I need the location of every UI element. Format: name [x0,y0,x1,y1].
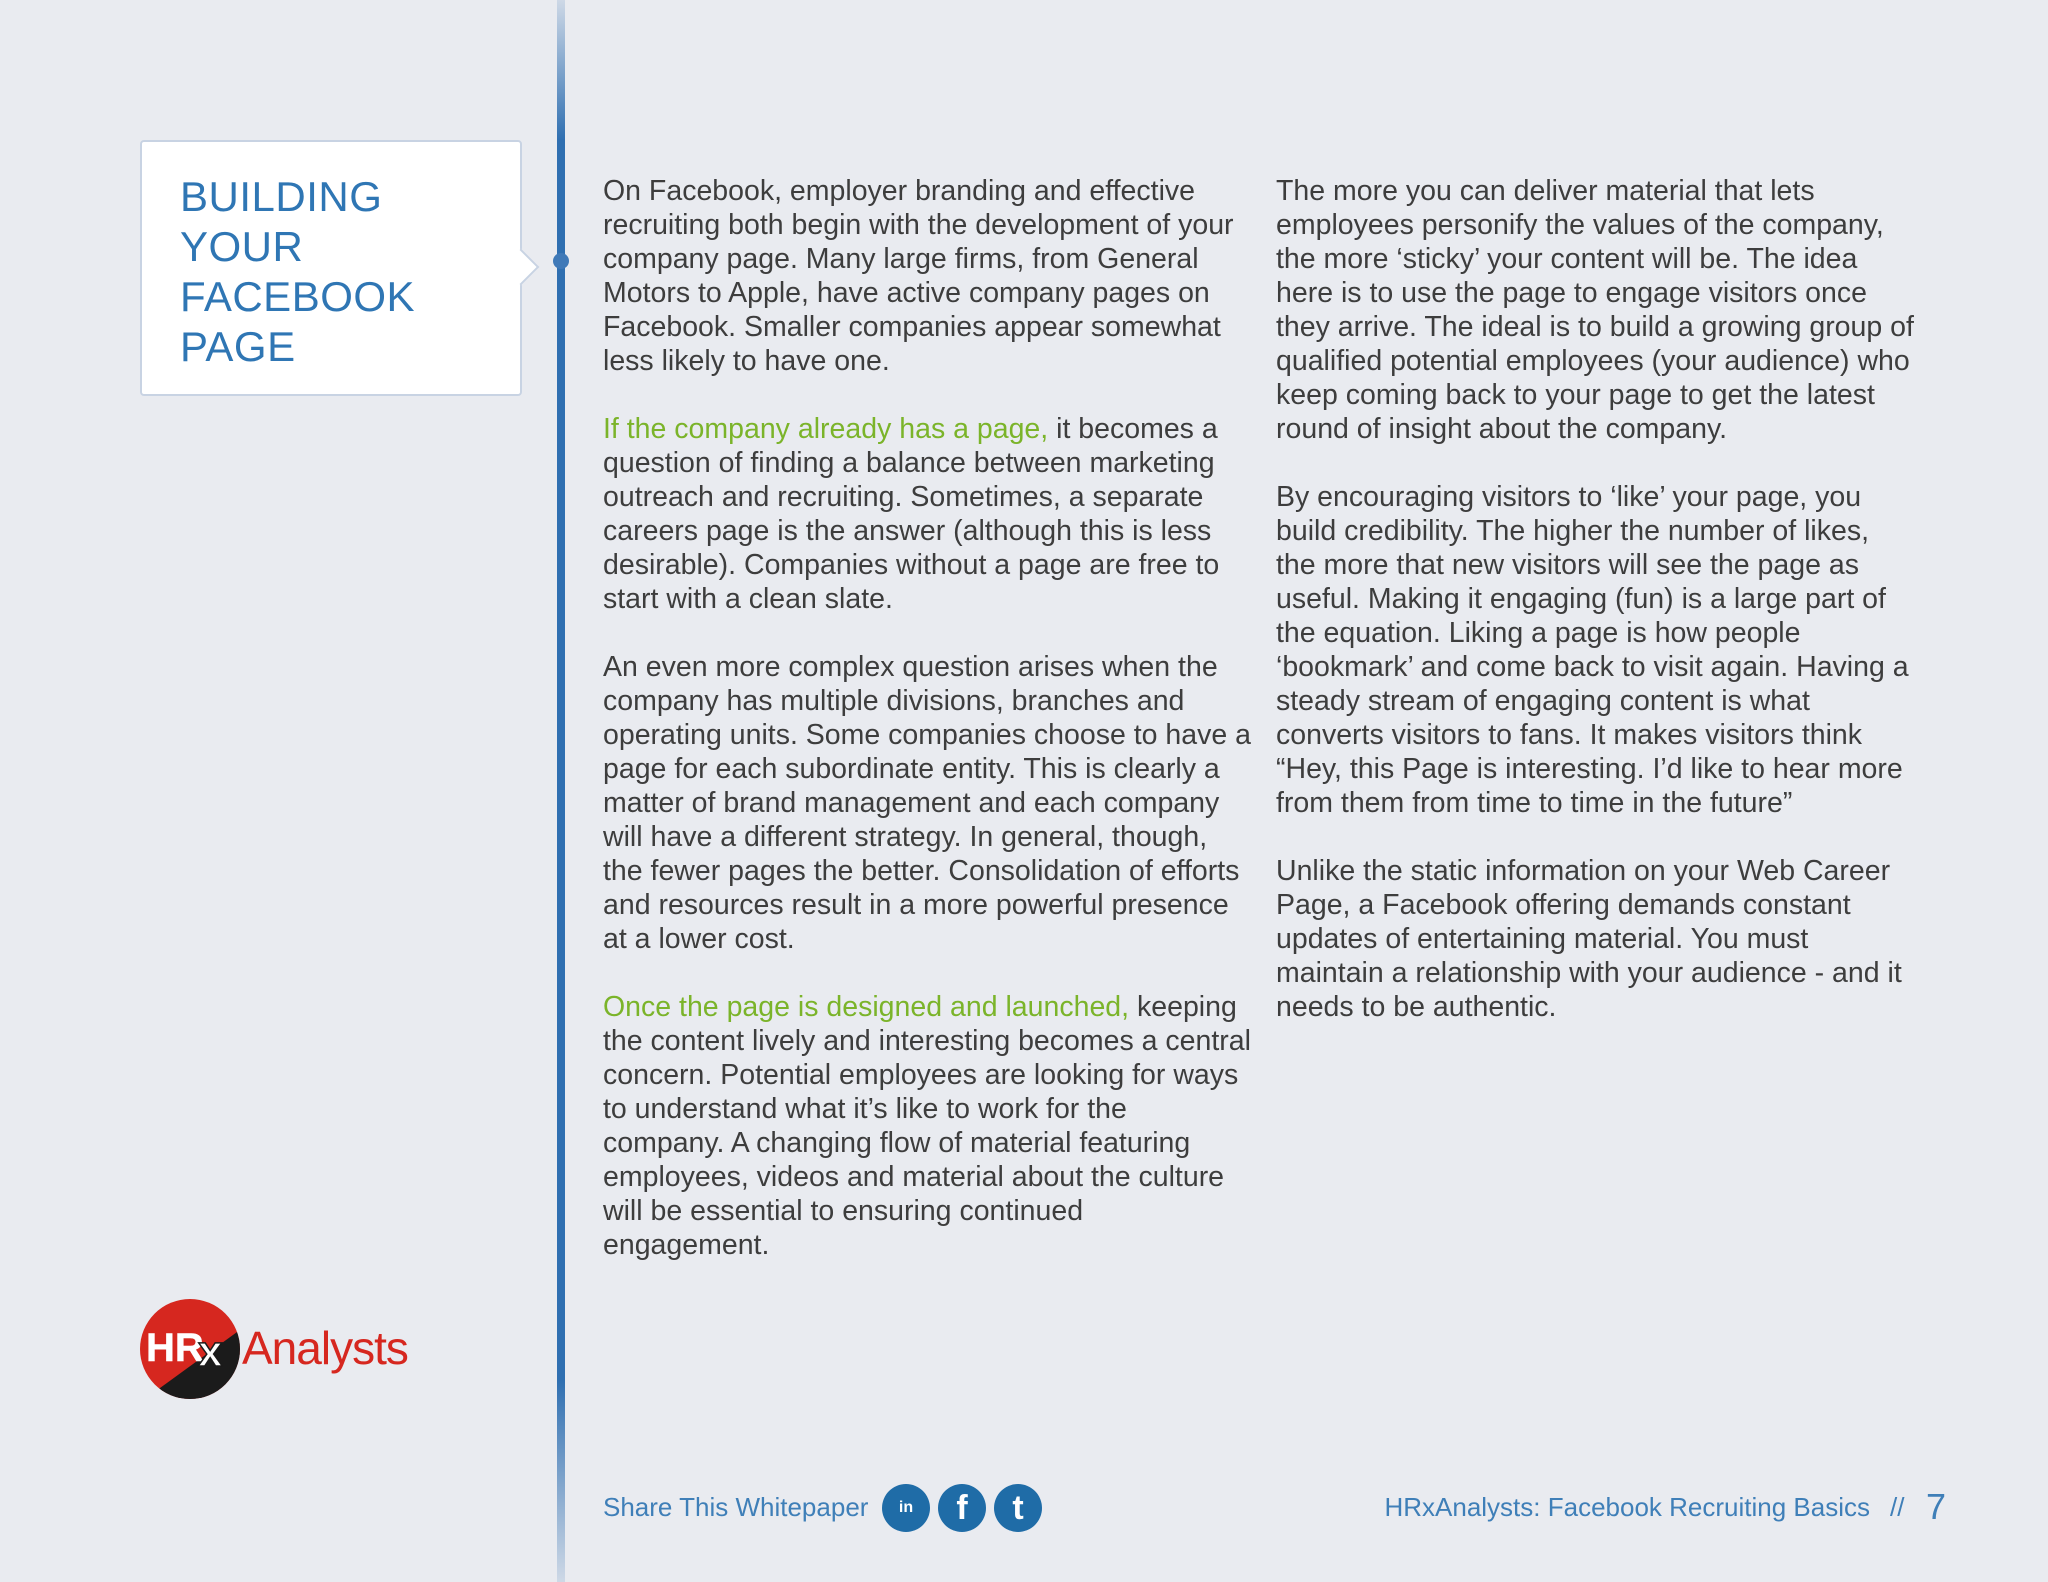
vertical-divider [557,0,565,1582]
hrx-analysts-logo [138,1294,438,1404]
paragraph: By encouraging visitors to ‘like’ your page, you build credibility. The higher the number of likes, the more that new visitors will see the page as useful. Making it engaging (fun) is a large part of the equation. Liking a page is how people ‘bookmark’ and come back to visit again. Having a steady stream of engaging content is what converts visitors to fans. It makes visitors think “Hey, this Page is interesting. I’d like to hear more from them from time to time in the future” [1276,481,1909,819]
linkedin-icon[interactable]: in [882,1484,930,1532]
left-text-column [603,174,1253,1296]
svg-text:HR: HR [146,1326,204,1370]
paragraph: On Facebook, employer branding and effective recruiting both begin with the development of your company page. Many large firms, from General Motors to Apple, have active company pages on Facebook. Smaller companies appear somewhat less likely to have one. [603,175,1234,377]
page-number: 7 [1926,1486,1947,1527]
paragraph-text: it becomes a question of finding a balance between marketing outreach and recruiting. Sometimes, a separate careers page is the answer (although this is less desirable). Companies without a page are free to start with a clean slate. [603,413,1220,615]
document-title: HRxAnalysts: Facebook Recruiting Basics [1384,1492,1870,1522]
paragraph: The more you can deliver material that lets employees personify the values of the company, the more ‘sticky’ your content will be. The idea here is to use the page to engage visitors once they arrive. The ideal is to build a growing group of qualified potential employees (your audience) who keep coming back to your page to get the latest round of insight about the company. [1276,175,1914,445]
section-title-line: PAGE [180,323,296,370]
section-title-line: FACEBOOK [180,273,416,320]
section-title-line: YOUR [180,223,304,270]
highlight-text: If the company already has a page, [603,413,1049,445]
paragraph-text: keeping the content lively and interesting becomes a central concern. Potential employees are looking for ways to understand what it’s like to work for the company. A changing flow of material featuring employees, videos and material about the culture will be essential to ensuring continued engagement. [603,991,1251,1261]
facebook-icon[interactable]: f [938,1484,986,1532]
twitter-icon[interactable]: t [994,1484,1042,1532]
footer-separator: // [1890,1492,1905,1522]
paragraph [603,412,1253,616]
paragraph: An even more complex question arises when the company has multiple divisions, branches and operating units. Some companies choose to have a page for each subordinate entity. This is clearly a matter of brand management and each company will have a different strategy. In general, though, the fewer pages the better. Consolidation of efforts and resources result in a more powerful presence at a lower cost. [603,651,1251,955]
highlight-text: Once the page is designed and launched, [603,991,1130,1023]
paragraph: Unlike the static information on your Web Career Page, a Facebook offering demands constant updates of entertaining material. You must maintain a relationship with your audience - and it needs to be authentic. [1276,855,1902,1023]
right-text-column [1276,174,1916,1058]
divider-marker [553,253,569,269]
section-title-line: BUILDING [180,173,383,220]
section-title-box [140,140,522,396]
share-label: Share This Whitepaper [603,1492,869,1522]
svg-text:Analysts: Analysts [242,1322,408,1374]
paragraph [603,990,1253,1262]
svg-text:x: x [198,1327,223,1376]
